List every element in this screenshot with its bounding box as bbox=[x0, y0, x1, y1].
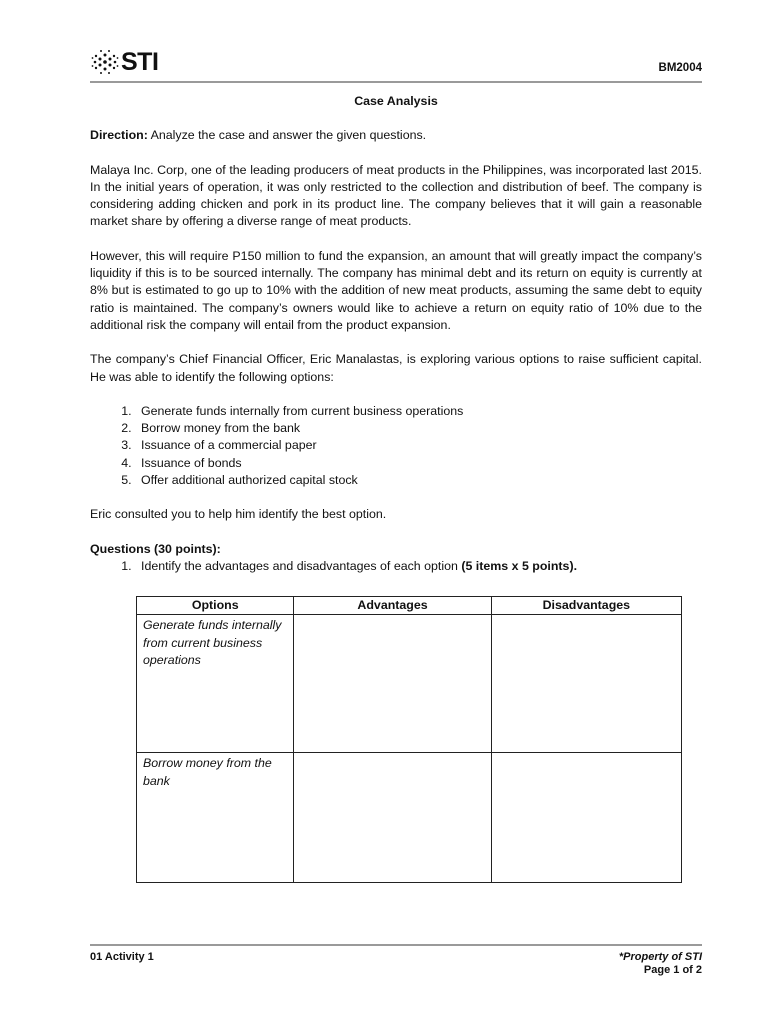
page-number: Page 1 of 2 bbox=[643, 964, 702, 976]
direction-paragraph bbox=[90, 127, 702, 144]
table-row bbox=[137, 753, 682, 883]
option-cell: Borrow money from the bank bbox=[137, 753, 294, 883]
logo-text: STI bbox=[121, 47, 159, 76]
advantages-cell[interactable] bbox=[294, 753, 491, 883]
globe-logo-icon bbox=[90, 47, 120, 77]
case-paragraph-1: Malaya Inc. Corp, one of the leading producers of meat products in the Philippines, was incorporated last 2015. In the initial years of operation, it was only restricted to the collection and distribution of beef. The company is considering adding chicken and pork in its product line. The company believes that it will gain a reasonable market share by offering a diverse range of meat products. bbox=[90, 162, 702, 229]
direction-text: Analyze the case and answer the given questions. bbox=[147, 128, 427, 143]
options-list bbox=[90, 403, 702, 489]
list-item: 3. Issuance of a commercial paper bbox=[135, 437, 702, 454]
questions-list bbox=[90, 558, 702, 575]
disadvantages-cell[interactable] bbox=[491, 615, 681, 753]
list-item: 1. Generate funds internally from current business operations bbox=[135, 403, 702, 420]
course-code: BM2004 bbox=[658, 62, 702, 74]
page-title: Case Analysis bbox=[354, 94, 438, 108]
advantages-cell[interactable] bbox=[294, 615, 491, 753]
column-header-advantages: Advantages bbox=[294, 597, 491, 615]
header-divider bbox=[90, 81, 702, 83]
list-item: 5. Offer additional authorized capital stock bbox=[135, 472, 702, 489]
option-cell: Generate funds internally from current business operations bbox=[137, 615, 294, 753]
disadvantages-cell[interactable] bbox=[491, 753, 681, 883]
sti-logo bbox=[90, 47, 158, 77]
table-header-row bbox=[137, 597, 682, 615]
questions-heading: Questions (30 points): bbox=[90, 541, 221, 556]
consult-paragraph: Eric consulted you to help him identify the best option. bbox=[90, 507, 387, 522]
table-row bbox=[137, 615, 682, 753]
document-body bbox=[90, 93, 702, 575]
direction-label: Direction: bbox=[90, 128, 148, 143]
activity-label: 01 Activity 1 bbox=[90, 951, 154, 963]
question-item: 1. Identify the advantages and disadvantages of each option (5 items x 5 points). bbox=[135, 558, 702, 575]
property-notice: *Property of STI bbox=[618, 951, 702, 963]
footer-divider bbox=[90, 944, 702, 946]
case-paragraph-3: The company’s Chief Financial Officer, Eric Manalastas, is exploring various options to raise sufficient capital. He was able to identify the following options: bbox=[90, 352, 702, 384]
list-item: 2. Borrow money from the bank bbox=[135, 420, 702, 437]
column-header-disadvantages: Disadvantages bbox=[491, 597, 681, 615]
case-paragraph-2: However, this will require P150 million to fund the expansion, an amount that will greatly impact the company’s liquidity if this is to be sourced internally. The company has minimal debt and its return on equity is currently at 8% but is estimated to go up to 10% with the addition of new meat products, assuming the same debt to equity ratio is maintained. The company’s owners would like to achieve a return on equity ratio of 10% due to the additional risk the company will entail from the product expansion. bbox=[90, 248, 702, 332]
footer-right bbox=[619, 951, 702, 977]
column-header-options: Options bbox=[137, 597, 294, 615]
list-item: 4. Issuance of bonds bbox=[135, 455, 702, 472]
options-table bbox=[136, 596, 682, 883]
